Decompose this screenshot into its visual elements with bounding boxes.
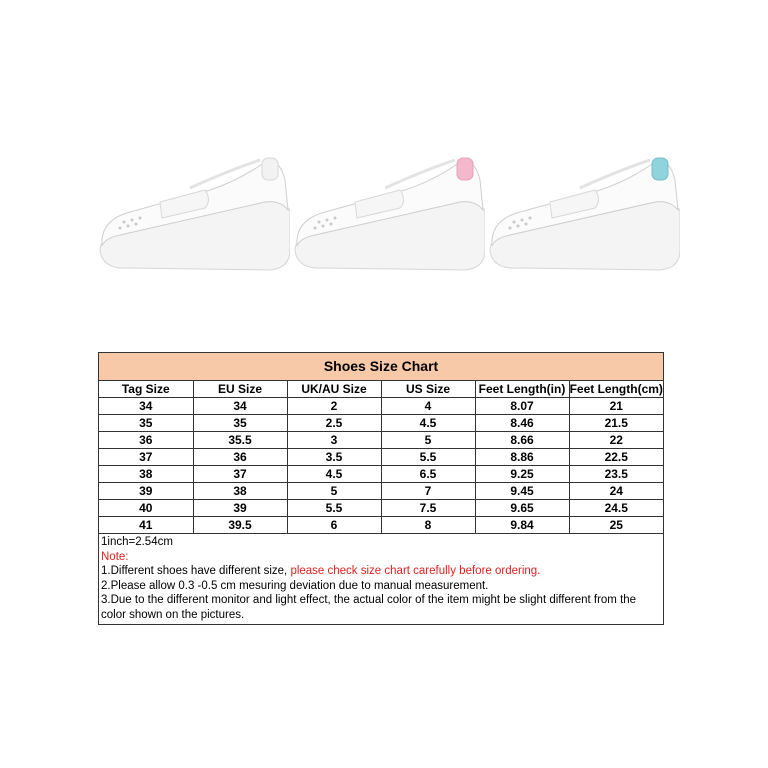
table-cell: 7 (381, 483, 475, 500)
table-cell: 6.5 (381, 466, 475, 483)
header-us-size: US Size (381, 381, 475, 398)
table-row (99, 432, 663, 449)
table-row (99, 415, 663, 432)
size-chart-title: Shoes Size Chart (99, 353, 663, 381)
table-row (99, 517, 663, 534)
table-cell: 36 (193, 449, 287, 466)
shoe-image-pink (285, 140, 485, 280)
table-row (99, 449, 663, 466)
table-cell: 9.65 (475, 500, 569, 517)
table-cell: 35 (99, 415, 193, 432)
table-cell: 9.25 (475, 466, 569, 483)
note-line-2: 2.Please allow 0.3 -0.5 cm mesuring deviation due to manual measurement. (101, 579, 489, 592)
table-cell: 24 (569, 483, 663, 500)
size-notes (99, 534, 663, 624)
table-cell: 40 (99, 500, 193, 517)
table-cell: 38 (99, 466, 193, 483)
heel-tab (262, 158, 278, 180)
table-cell: 8 (381, 517, 475, 534)
shoe-image-white (90, 140, 290, 280)
note-label: Note: (101, 550, 129, 563)
table-cell: 3.5 (287, 449, 381, 466)
table-cell: 4 (381, 398, 475, 415)
table-cell: 7.5 (381, 500, 475, 517)
header-feet-length-in: Feet Length(in) (475, 381, 569, 398)
table-row (99, 466, 663, 483)
table-cell: 5.5 (381, 449, 475, 466)
table-cell: 4.5 (287, 466, 381, 483)
table-cell: 9.45 (475, 483, 569, 500)
table-cell: 4.5 (381, 415, 475, 432)
conversion-note: 1inch=2.54cm (101, 536, 173, 548)
note-line-1-highlight: please check size chart carefully before ordering. (290, 565, 541, 577)
table-cell: 8.86 (475, 449, 569, 466)
table-cell: 39 (193, 500, 287, 517)
table-cell: 22 (569, 432, 663, 449)
table-cell: 34 (193, 398, 287, 415)
table-cell: 34 (99, 398, 193, 415)
table-cell: 38 (193, 483, 287, 500)
table-cell: 21.5 (569, 415, 663, 432)
header-feet-length-cm: Feet Length(cm) (569, 382, 663, 396)
table-cell: 8.66 (475, 432, 569, 449)
table-row (99, 398, 663, 415)
table-row (99, 500, 663, 517)
table-cell: 8.46 (475, 415, 569, 432)
table-cell: 6 (287, 517, 381, 534)
table-cell: 2 (287, 398, 381, 415)
table-cell: 21 (569, 398, 663, 415)
table-cell: 37 (99, 449, 193, 466)
shoe-image-blue (480, 140, 680, 280)
table-cell: 22.5 (569, 449, 663, 466)
table-cell: 35 (193, 415, 287, 432)
header-tag-size: Tag Size (99, 381, 193, 398)
table-cell: 2.5 (287, 415, 381, 432)
table-cell: 24.5 (569, 500, 663, 517)
table-cell: 8.07 (475, 398, 569, 415)
note-line-3: 3.Due to the different monitor and light effect, the actual color of the item might be slight different from the color shown on the pictures. (101, 594, 637, 621)
table-row (99, 483, 663, 500)
table-cell: 5.5 (287, 500, 381, 517)
table-cell: 36 (99, 432, 193, 449)
table-cell: 37 (193, 466, 287, 483)
table-cell: 35.5 (193, 432, 287, 449)
size-chart (98, 352, 664, 625)
table-cell: 9.84 (475, 517, 569, 534)
header-uk-au-size: UK/AU Size (287, 381, 381, 398)
table-cell: 39 (99, 483, 193, 500)
size-table (99, 381, 663, 534)
table-cell: 23.5 (569, 466, 663, 483)
table-cell: 3 (287, 432, 381, 449)
table-cell: 5 (287, 483, 381, 500)
size-table-header-row (99, 381, 663, 398)
table-cell: 5 (381, 432, 475, 449)
table-cell: 39.5 (193, 517, 287, 534)
table-cell: 41 (99, 517, 193, 534)
note-line-1 (101, 564, 661, 579)
note-line-1-text: 1.Different shoes have different size, (101, 565, 291, 577)
heel-tab (652, 158, 668, 180)
heel-tab (457, 158, 473, 180)
header-eu-size: EU Size (193, 381, 287, 398)
product-images (90, 140, 680, 280)
table-cell: 25 (569, 517, 663, 534)
